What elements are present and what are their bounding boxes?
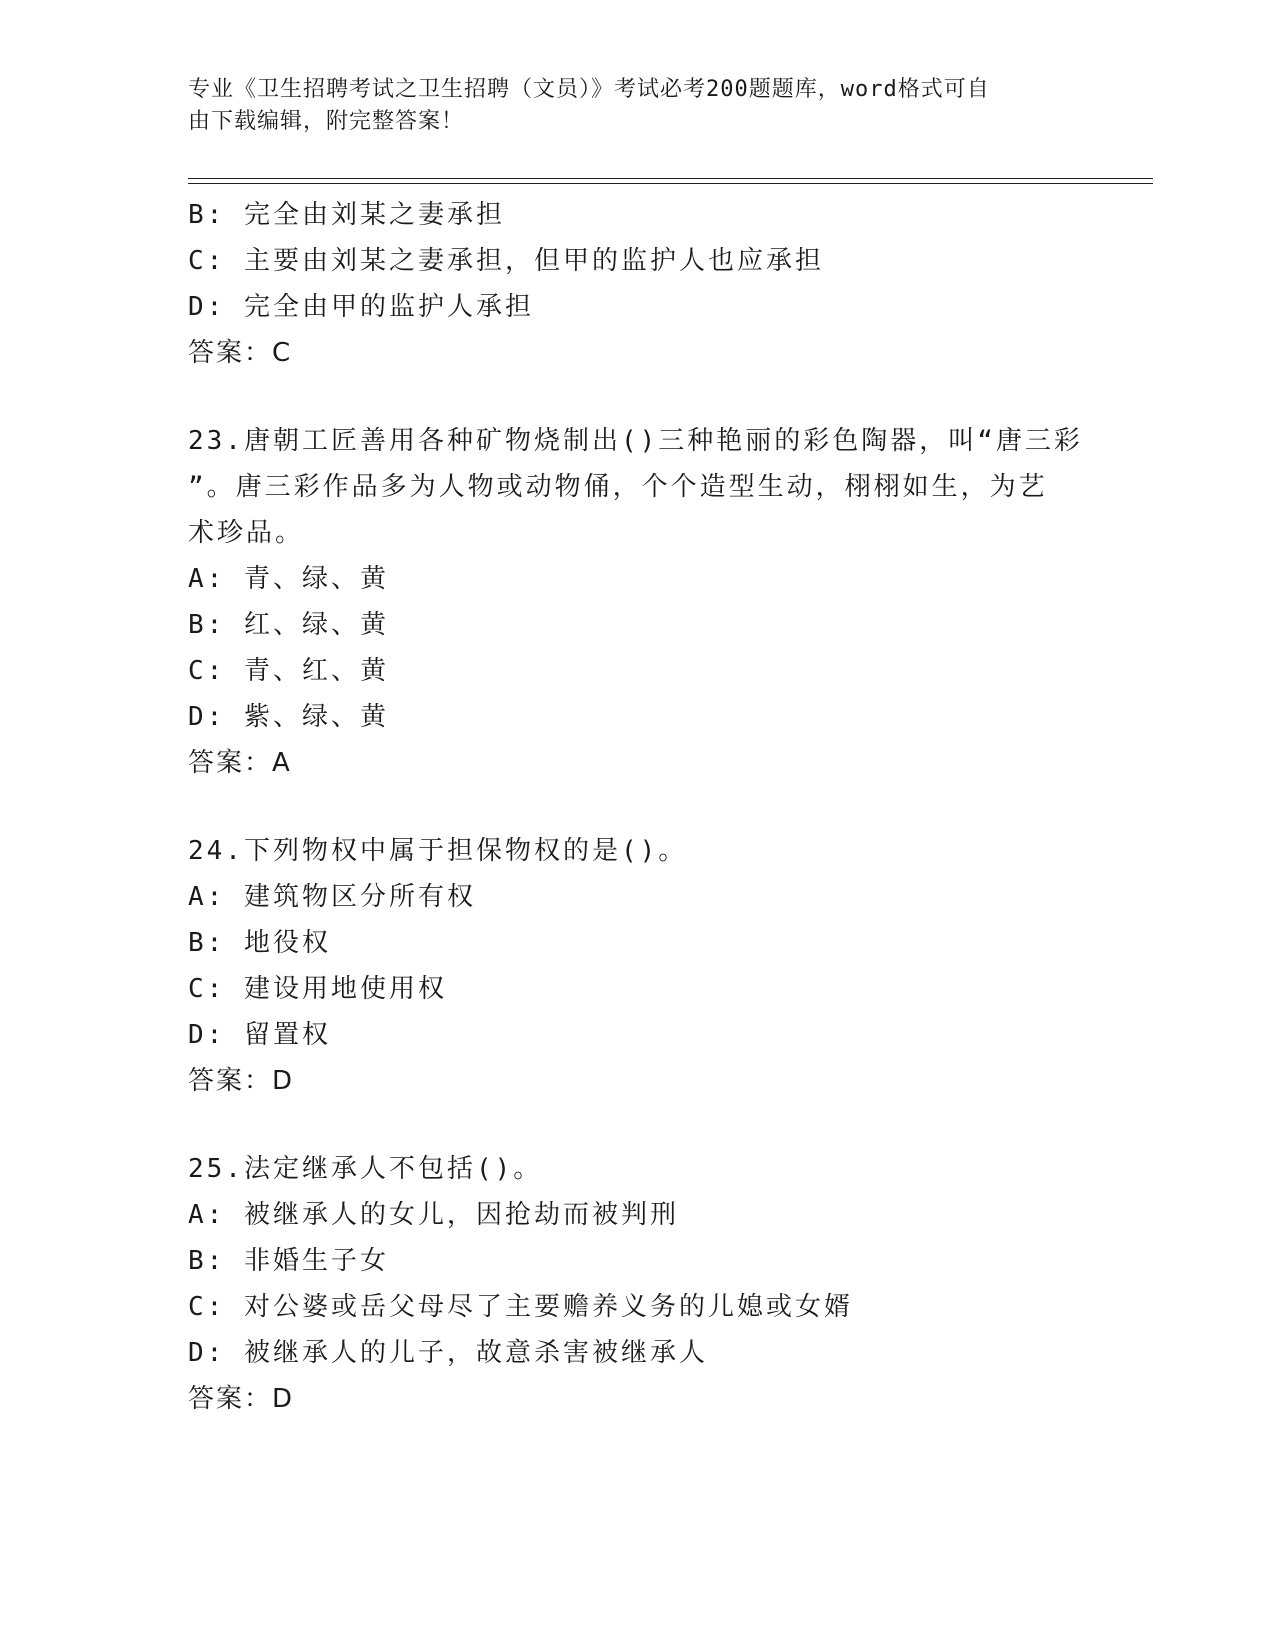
question-22-continuation — [188, 192, 1088, 376]
question-content — [188, 192, 1088, 1422]
option-a: A: 被继承人的女儿，因抢劫而被判刑 — [188, 1200, 679, 1230]
question-24 — [188, 828, 1088, 1104]
option-a: A: 建筑物区分所有权 — [188, 882, 476, 912]
question-23 — [188, 418, 1088, 786]
option-d: D: 被继承人的儿子，故意杀害被继承人 — [188, 1338, 708, 1368]
option-d: D: 完全由甲的监护人承担 — [188, 292, 534, 322]
option-a: A: 青、绿、黄 — [188, 564, 389, 594]
question-25 — [188, 1146, 1088, 1422]
option-c: C: 青、红、黄 — [188, 656, 389, 686]
answer-line: 答案：D — [188, 1384, 295, 1414]
question-stem-line: 25.法定继承人不包括()。 — [188, 1154, 543, 1184]
option-d: D: 留置权 — [188, 1020, 331, 1050]
option-b: B: 完全由刘某之妻承担 — [188, 200, 505, 230]
question-stem-line: ”。唐三彩作品多为人物或动物俑，个个造型生动，栩栩如生，为艺 — [188, 472, 1048, 502]
option-b: B: 红、绿、黄 — [188, 610, 389, 640]
option-b: B: 地役权 — [188, 928, 331, 958]
header-line-2: 由下载编辑，附完整答案！ — [188, 109, 465, 134]
option-d: D: 紫、绿、黄 — [188, 702, 389, 732]
question-stem-line: 23.唐朝工匠善用各种矿物烧制出()三种艳丽的彩色陶器，叫“唐三彩 — [188, 426, 1083, 456]
question-stem-line: 术珍品。 — [188, 518, 305, 548]
answer-line: 答案：D — [188, 1066, 295, 1096]
option-c: C: 主要由刘某之妻承担，但甲的监护人也应承担 — [188, 246, 824, 276]
header-line-1: 专业《卫生招聘考试之卫生招聘（文员）》考试必考200题题库，word格式可自 — [188, 77, 990, 102]
option-b: B: 非婚生子女 — [188, 1246, 389, 1276]
question-stem-line: 24.下列物权中属于担保物权的是()。 — [188, 836, 688, 866]
answer-line: 答案：A — [188, 748, 292, 778]
option-c: C: 对公婆或岳父母尽了主要赡养义务的儿媳或女婿 — [188, 1292, 853, 1322]
option-c: C: 建设用地使用权 — [188, 974, 447, 1004]
header-divider-top — [188, 178, 1153, 179]
answer-line: 答案：C — [188, 338, 293, 368]
header-divider-bottom — [188, 183, 1153, 184]
document-header — [188, 74, 1088, 138]
